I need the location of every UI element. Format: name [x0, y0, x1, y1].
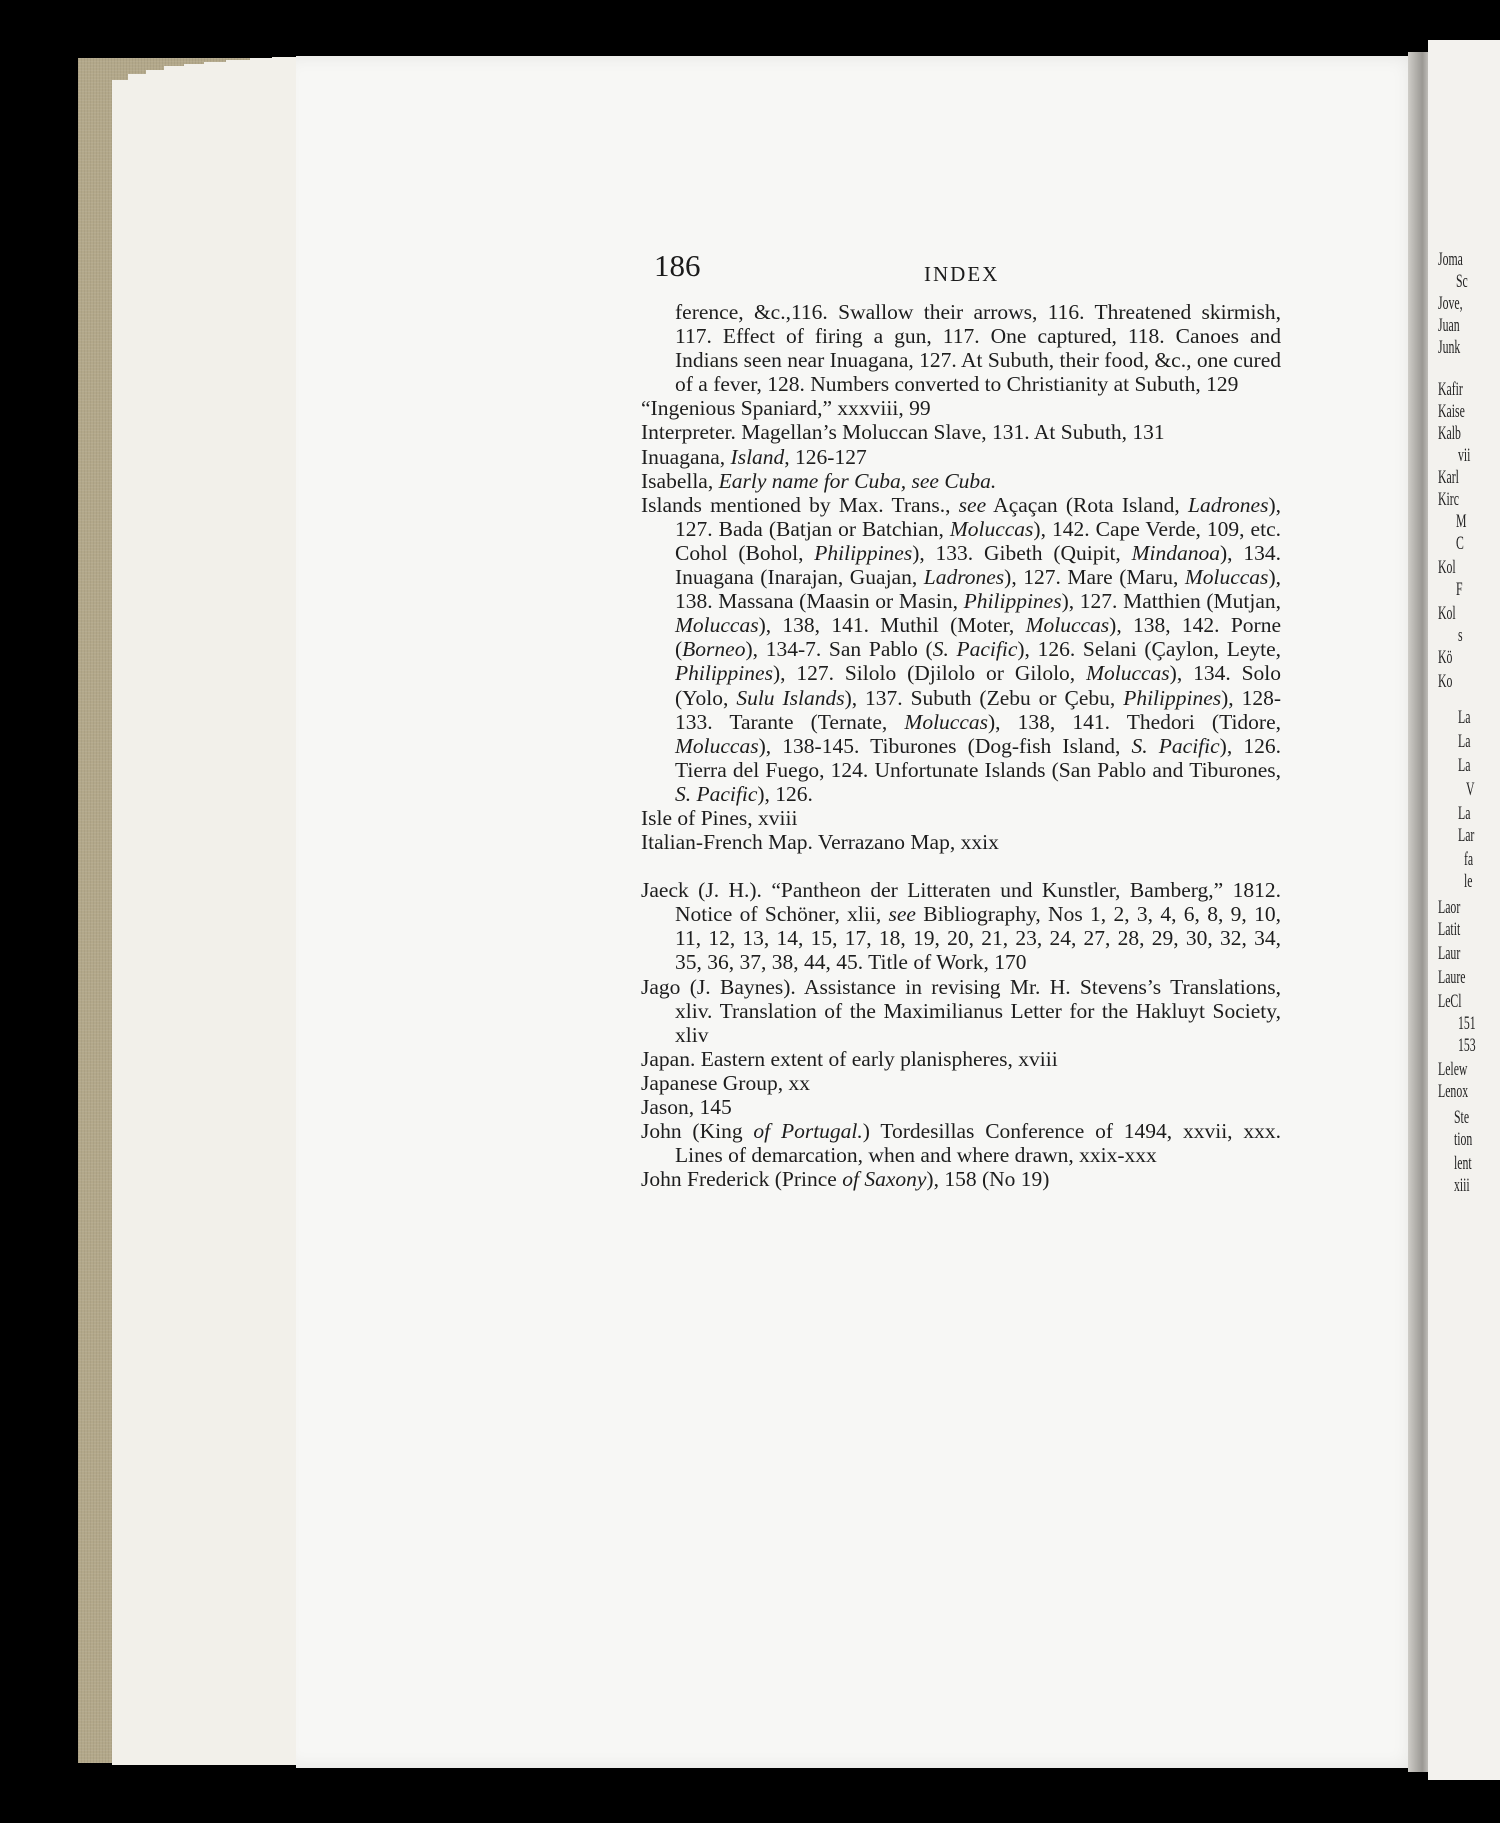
facing-page-fragment: Laure	[1438, 967, 1466, 988]
facing-page-fragment: Sc	[1456, 271, 1468, 292]
facing-page-fragment: Kalb	[1438, 423, 1461, 444]
facing-page-fragment: Juan	[1438, 315, 1460, 336]
facing-page	[1428, 40, 1500, 1780]
facing-page-fragment: Kaise	[1438, 401, 1465, 422]
facing-page-fragment: Junk	[1438, 337, 1461, 358]
running-head: INDEX	[924, 262, 1000, 286]
index-entry: Inuagana, Island, 126-127	[641, 444, 867, 469]
facing-page-fragment: Lelew	[1438, 1059, 1468, 1080]
facing-page-fragment: Karl	[1438, 467, 1459, 488]
index-entry: ference, &c.,116. Swallow their arrows, 116. Threatened skirmish, 117. Effect of firing a gun, 117. One captured, 118. Canoes and Indians seen near Inuagana, 127. At Subuth, their food, &c., one cured of a fever, 128. Numbers converted to Christianity at Subuth, 129	[675, 300, 1282, 397]
facing-page-fragment: Latit	[1438, 919, 1461, 940]
facing-page-fragment: Joma	[1438, 249, 1463, 270]
index-entry: Italian-French Map. Verrazano Map, xxix	[641, 830, 999, 855]
facing-page-fragment: fa	[1464, 849, 1474, 870]
facing-page-fragment: Kö	[1438, 647, 1453, 668]
facing-page-fragment: M	[1456, 511, 1467, 532]
facing-page-fragment: F	[1456, 579, 1463, 600]
facing-page-fragment: s	[1458, 625, 1463, 646]
index-entry: John Frederick (Prince of Saxony), 158 (No 19)	[641, 1167, 1050, 1192]
facing-page-fragment: La	[1458, 707, 1471, 728]
facing-page-fragment: tion	[1454, 1129, 1473, 1150]
page-number: 186	[654, 248, 701, 283]
facing-page-fragment: lent	[1454, 1153, 1472, 1174]
page-header	[654, 248, 1274, 288]
facing-page-fragment: Ste	[1454, 1107, 1470, 1128]
facing-page-fragment: Lenox	[1438, 1081, 1469, 1102]
facing-page-fragment: Kirc	[1438, 489, 1459, 510]
facing-page-fragment: Kafir	[1438, 379, 1463, 400]
index-entry: Jago (J. Baynes). Assistance in revising Mr. H. Stevens’s Translations, xliv. Translation of the Maximilianus Letter for the Hakluyt Society, xliv	[641, 974, 1281, 1047]
facing-page-fragment: La	[1458, 731, 1471, 752]
facing-page-fragment: La	[1458, 803, 1471, 824]
index-entry: Jaeck (J. H.). “Pantheon der Litteraten und Kunstler, Bamberg,” 1812. Notice of Schöner, xlii, see Bibliography, Nos 1, 2, 3, 4, 6, 8, 9, 10, 11, 12, 13, 14, 15, 17, 18, 19, 20, 21, 23, 24, 27, 28, 29, 30, 32, 34, 35, 36, 37, 38, 44, 45. Title of Work, 170	[641, 878, 1281, 975]
facing-page-fragment: Ko	[1438, 671, 1453, 692]
index-entry: Isle of Pines, xviii	[641, 805, 798, 830]
facing-page-fragment: La	[1458, 755, 1471, 776]
facing-page-fragment: vii	[1458, 445, 1471, 466]
facing-page-fragment: Jove,	[1438, 293, 1463, 314]
facing-page-fragment: 151	[1458, 1013, 1476, 1034]
index-entry: John (King of Portugal.) Tordesillas Conference of 1494, xxvii, xxx. Lines of demarcation, when and where drawn, xxix-xxx	[641, 1119, 1281, 1168]
index-entry: Islands mentioned by Max. Trans., see Açaçan (Rota Island, Ladrones), 127. Bada (Batjan or Batchian, Moluccas), 142. Cape Verde, 109, etc. Cohol (Bohol, Philippines), 133. Gibeth (Quipit, Mindanoa), 134. Inuagana (Inarajan, Guajan, Ladrones), 127. Mare (Maru, Moluccas), 138. Massana (Maasin or Masin, Philippines), 127. Matthien (Mutjan, Moluccas), 138, 141. Muthil (Moter, Moluccas), 138, 142. Porne (Borneo), 134-7. San Pablo (S. Pacific), 126. Selani (Çaylon, Leyte, Philippines), 127. Silolo (Djilolo or Gilolo, Moluccas), 134. Solo (Yolo, Sulu Islands), 137. Subuth (Zebu or Çebu, Philippines), 128-133. Tarante (Ternate, Moluccas), 138, 141. Thedori (Tidore, Moluccas), 138-145. Tiburones (Dog-fish Island, S. Pacific), 126. Tierra del Fuego, 124. Unfortunate Islands (San Pablo and Tiburones, S. Pacific), 126.	[641, 492, 1282, 806]
index-entry: Japan. Eastern extent of early planispheres, xviii	[641, 1046, 1058, 1071]
facing-page-fragment: LeCl	[1438, 991, 1462, 1012]
facing-page-fragment: C	[1456, 533, 1464, 554]
index-entry: “Ingenious Spaniard,” xxxviii, 99	[641, 396, 931, 421]
index-entry: Interpreter. Magellan’s Moluccan Slave, 131. At Subuth, 131	[641, 420, 1165, 445]
facing-page-fragment: 153	[1458, 1035, 1476, 1056]
index-entry: Jason, 145	[641, 1095, 732, 1119]
index-entries	[641, 300, 1281, 1191]
facing-page-fragment: V	[1466, 779, 1475, 800]
facing-page-fragment: Laur	[1438, 943, 1461, 964]
facing-page-fragment: xiii	[1454, 1175, 1470, 1196]
facing-page-fragment: Kol	[1438, 603, 1456, 624]
facing-page-fragment: le	[1464, 871, 1473, 892]
index-entry: Japanese Group, xx	[641, 1070, 810, 1095]
facing-page-fragment: Lar	[1458, 825, 1475, 846]
facing-page-fragment: Laor	[1438, 897, 1461, 918]
index-entry: Isabella, Early name for Cuba, see Cuba.	[641, 468, 997, 493]
facing-page-fragment: Kol	[1438, 557, 1456, 578]
